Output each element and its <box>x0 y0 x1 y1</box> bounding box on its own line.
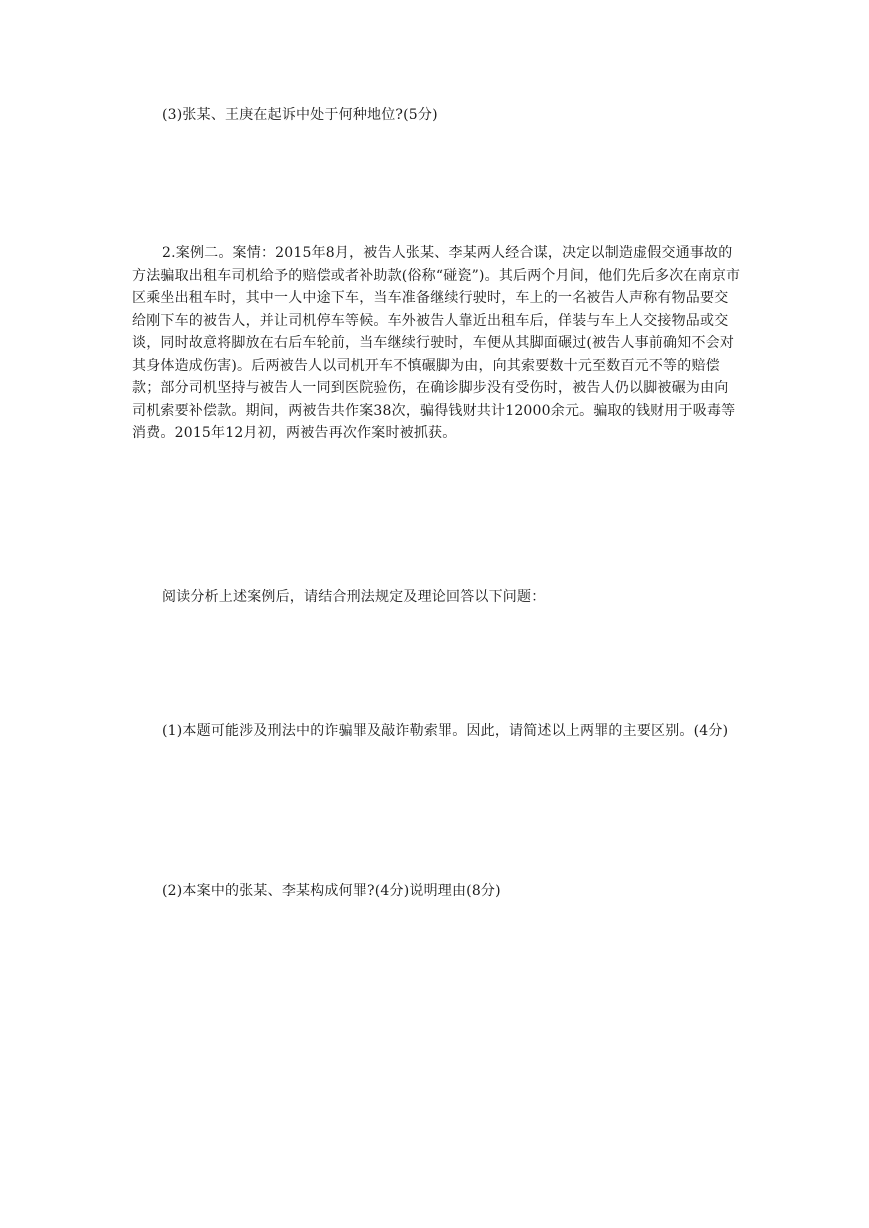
question-1: (1)本题可能涉及刑法中的诈骗罪及敲诈勒索罪。因此，请简述以上两罪的主要区别。(4分) <box>162 723 729 739</box>
case-2-text: 2.案例二。案情：2015年8月，被告人张某、李某两人经合谋，决定以制造虚假交通事故的方法骗取出租车司机给予的赔偿或者补助款(俗称“碰瓷”)。其后两个月间，他们先后多次在南京市区乘坐出租车时，其中一人中途下车，当车准备继续行驶时，车上的一名被告人声称有物品要交给刚下车的被告人，并让司机停车等候。车外被告人靠近出租车后，佯装与车上人交接物品或交谈，同时故意将脚放在右后车轮前，当车继续行驶时，车便从其脚面碾过(被告人事前确知不会对其身体造成伤害)。后两被告人以司机开车不慎碾脚为由，向其索要数十元至数百元不等的赔偿款；部分司机坚持与被告人一同到医院验伤，在确诊脚步没有受伤时，被告人仍以脚被碾为由向司机索要补偿款。期间，两被告共作案38次，骗得钱财共计12000余元。骗取的钱财用于吸毒等消费。2015年12月初，两被告再次作案时被抓获。 <box>132 245 741 441</box>
question-3: (3)张某、王庚在起诉中处于何种地位?(5分) <box>162 107 438 123</box>
instruction-text: 阅读分析上述案例后，请结合刑法规定及理论回答以下问题： <box>162 589 546 605</box>
question-2: (2)本案中的张某、李某构成何罪?(4分)说明理由(8分) <box>162 883 501 899</box>
